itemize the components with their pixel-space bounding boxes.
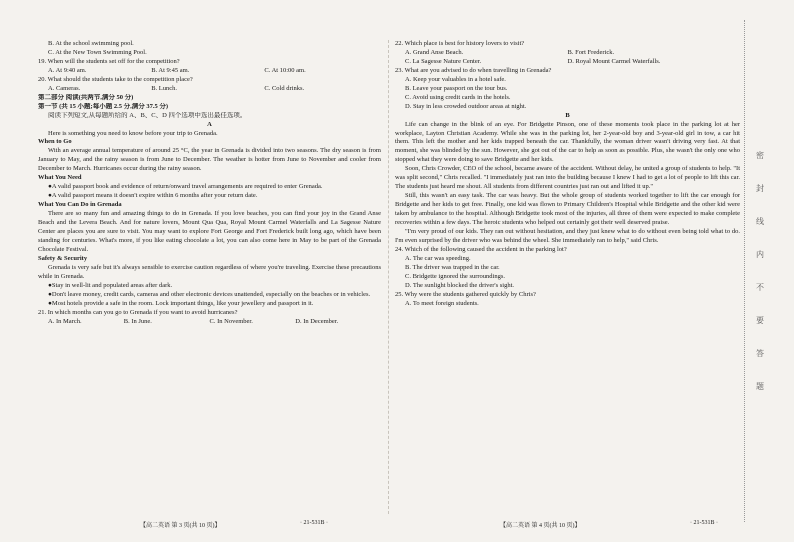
paragraph: With an average annual temperature of around 25 °C, the year in Grenada is divided into two seasons. The dry season is from January to May, and the rainy season is from June to December. The weather is hotter from June to November and cooler from December to March. Hurricanes occur during the rainy season. xyxy=(38,147,381,173)
binding-line xyxy=(744,20,745,522)
text-line: C. Bridgette ignored the surroundings. xyxy=(405,272,506,280)
seal-char: 内 xyxy=(756,250,764,259)
text-line: A. The car was speeding. xyxy=(405,254,471,262)
question: 19. When will the students set off for the competition? xyxy=(38,57,180,65)
question: 20. What should the students take to the competition place? xyxy=(38,75,193,83)
answer-option: C. La Sagesse Nature Center. xyxy=(405,57,482,65)
question: 25. Why were the students gathered quickly by Chris? xyxy=(395,290,536,298)
text-line: A. Keep your valuables in a hotel safe. xyxy=(405,75,506,83)
answer-option: C. At 10:00 am. xyxy=(264,66,306,74)
answer-option: C. In November. xyxy=(209,317,253,325)
answer-option: B. Fort Frederick. xyxy=(567,48,615,56)
seal-line-notice xyxy=(752,150,768,392)
seal-char: 封 xyxy=(756,184,764,193)
text-line: D. The sunlight blocked the driver's sight. xyxy=(405,281,515,289)
heading: What You Need xyxy=(38,174,82,182)
right-page-number: 【高二英语 第 4 页(共 10 页)】 xyxy=(500,523,581,529)
paragraph: Soon, Chris Crowder, CEO of the school, became aware of the accident. Without delay, he united a group of students to help. "It was split second," Chris recalled. "I immediately just ran into the building because I knew I had to get a lot of people to lift this car. The students just heard me shout. All students from different countries just ran out and lifted it up." xyxy=(395,165,740,191)
left-paper-code: · 21-531B · xyxy=(300,520,328,526)
column-divider xyxy=(388,40,389,514)
right-paper-code: · 21-531B · xyxy=(690,520,718,526)
paragraph: ●Don't leave money, credit cards, cameras and other electronic devices unattended, especially on the beaches or in vehicles. xyxy=(48,290,371,298)
paragraph: There are so many fun and amazing things to do in Grenada. If you love beaches, you can find your joy in the Grand Anse Beach and the Levera Beach. And for nature lovers, Mount Qua Qua, Royal Mount Carmel Waterfalls and La Sagesse Nature Center are places you are sure to visit. You may want to explore Fort George and Fort Frederick built long ago, which have been standing for centuries. What's more, if you like eating chocolate a lot, you can also come here in May to be part of the Grenada Chocolate Festival. xyxy=(38,210,381,253)
seal-char: 题 xyxy=(756,382,764,391)
options-row xyxy=(395,49,740,58)
answer-option: A. In March. xyxy=(48,317,82,325)
heading: When to Go xyxy=(38,138,72,146)
text-line: Here is something you need to know before your trip to Grenada. xyxy=(48,129,218,137)
options-row xyxy=(395,58,740,67)
paragraph: ●A valid passport book and evidence of return/onward travel arrangements are required to enter Grenada. xyxy=(48,183,323,191)
question: 23. What are you advised to do when travelling in Grenada? xyxy=(395,66,552,74)
question: 22. Which place is best for history lovers to visit? xyxy=(395,40,525,47)
options-row xyxy=(38,67,381,76)
text-line: B. At the school swimming pool. xyxy=(48,40,134,47)
paragraph: ●Most hotels provide a safe in the room. Lock important things, like your jewellery and passport in it. xyxy=(48,299,314,307)
answer-option: A. At 9:40 am. xyxy=(48,66,87,74)
paragraph: ●Stay in well-lit and populated areas after dark. xyxy=(48,281,173,289)
answer-option: A. Cameras. xyxy=(48,84,81,92)
options-row xyxy=(38,318,381,327)
heading: 第二部分 阅读(共两节,满分 50 分) xyxy=(38,93,134,101)
heading: B xyxy=(565,111,570,119)
paragraph: Life can change in the blink of an eye. For Bridgette Pinson, one of these moments took place in the parking lot at her workplace, Layton Christian Academy. While she was in the parking lot, her 2-year-old boy and 3-year-old girl in tow, a car hit them. This left the mother and her kids trapped beneath the car. Thankfully, the woman driver wasn't driving very fast. At that moment, she was blinded by the sun. However, she got out of the car to help as soon as possible. Plus, she wasn't the only one who stopped what they were doing to save Bridgette and her kids. xyxy=(395,120,740,164)
text-line: D. Stay in less crowded outdoor areas at night. xyxy=(405,102,527,110)
text-line: C. At the New Town Swimming Pool. xyxy=(48,48,147,56)
paragraph: Grenada is very safe but it's always sensible to exercise caution regardless of where you're traveling. Exercise these precautions while in Grenada. xyxy=(38,263,381,280)
right-column xyxy=(395,40,740,309)
paragraph: "I'm very proud of our kids. They ran out without hesitation, and they just knew what to do without even being told what to do. I'm even surprised by the driver who was behind the wheel. She immediately ran to help," said Chris. xyxy=(395,228,740,244)
answer-option: A. Grand Anse Beach. xyxy=(405,48,464,56)
text-line: A. To meet foreign students. xyxy=(405,299,479,307)
left-page-number: 【高二英语 第 3 页(共 10 页)】 xyxy=(140,523,221,529)
question: 21. In which months can you go to Grenada if you want to avoid hurricanes? xyxy=(38,308,238,316)
heading: A xyxy=(207,120,212,128)
seal-char: 不 xyxy=(756,283,764,292)
heading: What You Can Do in Grenada xyxy=(38,201,122,209)
answer-option: B. In June. xyxy=(123,317,152,325)
heading: Safety & Security xyxy=(38,254,88,262)
seal-char: 要 xyxy=(756,316,764,325)
text-line: B. Leave your passport on the tour bus. xyxy=(405,84,508,92)
options-row xyxy=(38,85,381,94)
seal-char: 答 xyxy=(756,349,764,358)
text-line: B. The driver was trapped in the car. xyxy=(405,263,500,271)
answer-option: B. At 9:45 am. xyxy=(151,66,190,74)
answer-option: D. In December. xyxy=(295,317,339,325)
answer-option: B. Lunch. xyxy=(151,84,178,92)
text-line: 阅读下列短文,从每题所给的 A、B、C、D 四个选项中选出最佳选项。 xyxy=(48,111,247,119)
answer-option: C. Cold drinks. xyxy=(264,84,305,92)
answer-option: D. Royal Mount Carmel Waterfalls. xyxy=(567,57,661,65)
seal-char: 密 xyxy=(756,151,764,160)
question: 24. Which of the following caused the accident in the parking lot? xyxy=(395,245,567,253)
seal-char: 线 xyxy=(756,217,764,226)
paragraph: Still, this wasn't an easy task. The car was heavy. But the whole group of students worked together to lift the car enough for Bridgette and her kids to get free. Finally, one kid was flown to Primary Children's Hospital while Bridgette and the other kid were taken by ambulance to the hospital. Although Bridgette took most of the injuries, all three of them were expected to make complete recoveries within a few days. The heroic students who helped out certainly got their well deserved praise. xyxy=(395,192,740,227)
left-column xyxy=(38,40,381,327)
heading: 第一节 (共 15 小题;每小题 2.5 分,满分 37.5 分) xyxy=(38,102,168,110)
paragraph: ●A valid passport means it doesn't expire within 6 months after your return date. xyxy=(48,192,258,200)
text-line: C. Avoid using credit cards in the hotels. xyxy=(405,93,511,101)
